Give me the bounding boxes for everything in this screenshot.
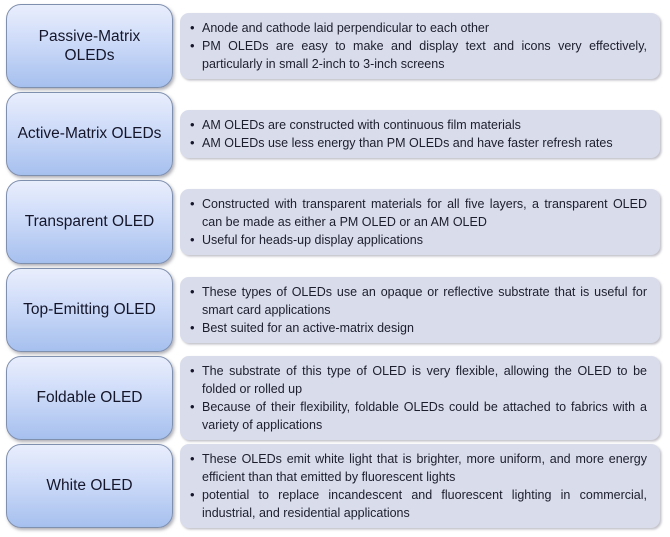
bullet-item: • These types of OLEDs use an opaque or reflective substrate that is useful for smart card applications: [189, 283, 647, 319]
bullet-list: [189, 450, 647, 522]
description-panel: [180, 277, 660, 343]
type-box-label: White OLED: [46, 477, 133, 495]
oled-row: [6, 4, 670, 88]
bullet-list: [189, 283, 647, 337]
bullet-item: • Because of their flexibility, foldable OLEDs could be attached to fabrics with a variety of applications: [189, 398, 647, 434]
type-box-label: Passive-Matrix OLEDs: [38, 27, 141, 64]
description-panel: [180, 13, 660, 79]
bullet-item: • The substrate of this type of OLED is very flexible, allowing the OLED to be folded or rolled up: [189, 362, 647, 398]
type-box: [6, 268, 173, 352]
type-box: [6, 92, 173, 176]
oled-row: [6, 180, 670, 264]
oled-row: [6, 444, 670, 528]
bullet-list: [189, 19, 647, 73]
type-box: [6, 180, 173, 264]
type-box: [6, 444, 173, 528]
bullet-item: • Useful for heads-up display applications: [189, 231, 647, 249]
bullet-item: • AM OLEDs are constructed with continuous film materials: [189, 116, 647, 134]
description-panel: [180, 356, 660, 440]
bullet-list: [189, 362, 647, 434]
type-box-label: Active-Matrix OLEDs: [17, 125, 162, 143]
oled-row: [6, 92, 670, 176]
bullet-item: • Best suited for an active-matrix design: [189, 319, 647, 337]
bullet-item: • potential to replace incandescent and fluorescent lighting in commercial, industrial, and residential applications: [189, 486, 647, 522]
description-panel: [180, 189, 660, 255]
bullet-item: • These OLEDs emit white light that is brighter, more uniform, and more energy efficient than that emitted by fluorescent lights: [189, 450, 647, 486]
type-box: [6, 4, 173, 88]
bullet-item: • Anode and cathode laid perpendicular to each other: [189, 19, 647, 37]
type-box-label: Foldable OLED: [36, 389, 143, 407]
bullet-list: [189, 116, 647, 152]
bullet-item: • PM OLEDs are easy to make and display text and icons very effectively, particularly in small 2-inch to 3-inch screens: [189, 37, 647, 73]
bullet-item: • Constructed with transparent materials for all five layers, a transparent OLED can be made as either a PM OLED or an AM OLED: [189, 195, 647, 231]
bullet-list: [189, 195, 647, 249]
description-panel: [180, 110, 660, 158]
type-box: [6, 356, 173, 440]
description-panel: [180, 444, 660, 528]
oled-diagram: [6, 4, 670, 528]
oled-row: [6, 356, 670, 440]
type-box-label: Top-Emitting OLED: [23, 301, 156, 319]
type-box-label: Transparent OLED: [24, 213, 155, 231]
bullet-item: • AM OLEDs use less energy than PM OLEDs and have faster refresh rates: [189, 134, 647, 152]
oled-row: [6, 268, 670, 352]
